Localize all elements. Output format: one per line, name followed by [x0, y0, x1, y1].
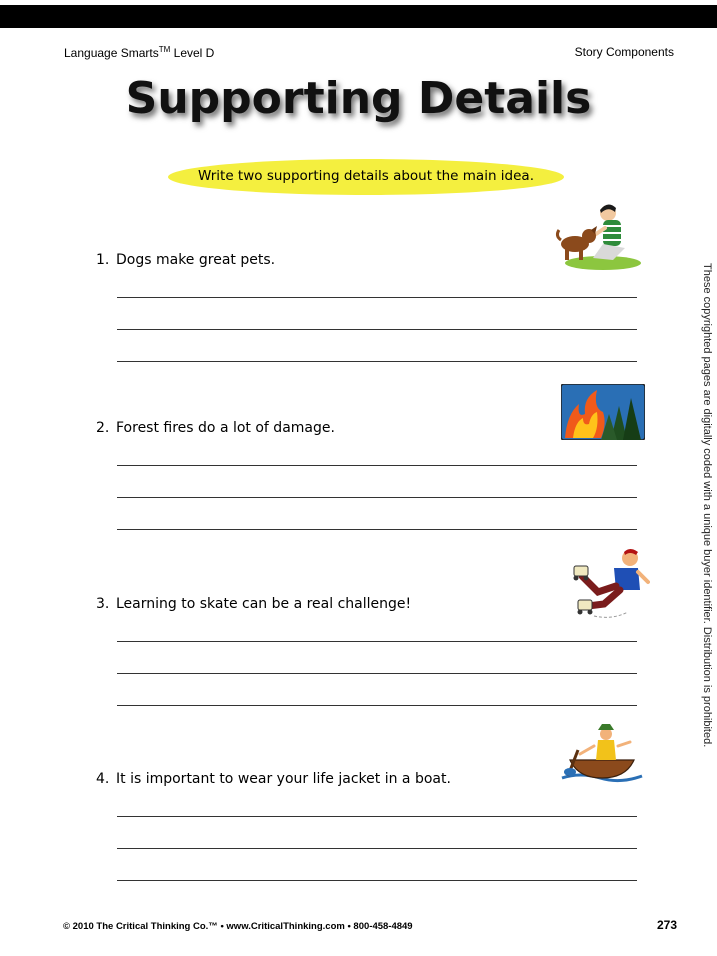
section-label: Story Components	[574, 45, 674, 59]
question-2	[96, 420, 335, 436]
answer-line[interactable]	[117, 361, 637, 362]
question-4	[96, 771, 451, 787]
answer-line[interactable]	[117, 848, 637, 849]
question-number: 3.	[96, 596, 110, 612]
answer-line[interactable]	[117, 673, 637, 674]
answer-line[interactable]	[117, 816, 637, 817]
question-1	[96, 252, 275, 268]
copyright-notice: These copyrighted pages are digitally coded with a unique buyer identifier. Distribution is prohibited.	[701, 263, 713, 748]
page-number: 273	[656, 918, 677, 932]
answer-line[interactable]	[117, 529, 637, 530]
answer-line[interactable]	[117, 297, 637, 298]
instruction-text: Write two supporting details about the main idea.	[198, 168, 534, 184]
boy-with-dog-illustration	[553, 200, 643, 272]
answer-line[interactable]	[117, 497, 637, 498]
footer-copyright: © 2010 The Critical Thinking Co.™ • www.CriticalThinking.com • 800-458-4849	[63, 921, 413, 932]
question-text: Dogs make great pets.	[116, 252, 276, 268]
question-number: 1.	[96, 252, 110, 268]
question-3	[96, 596, 411, 612]
question-number: 2.	[96, 420, 110, 436]
question-text: It is important to wear your life jacket in a boat.	[116, 771, 451, 787]
forest-fire-illustration	[561, 384, 645, 440]
answer-line[interactable]	[117, 705, 637, 706]
answer-line[interactable]	[117, 329, 637, 330]
boy-in-canoe-illustration	[560, 720, 644, 784]
page-title: Supporting Details	[125, 73, 592, 124]
answer-line[interactable]	[117, 641, 637, 642]
answer-line[interactable]	[117, 465, 637, 466]
answer-line[interactable]	[117, 880, 637, 881]
series-label: Language Smarts™ Level D	[64, 45, 215, 60]
question-number: 4.	[96, 771, 110, 787]
question-text: Forest fires do a lot of damage.	[116, 420, 335, 436]
top-black-bar	[0, 5, 717, 28]
question-text: Learning to skate can be a real challenge!	[116, 596, 412, 612]
falling-skater-illustration	[568, 546, 650, 620]
